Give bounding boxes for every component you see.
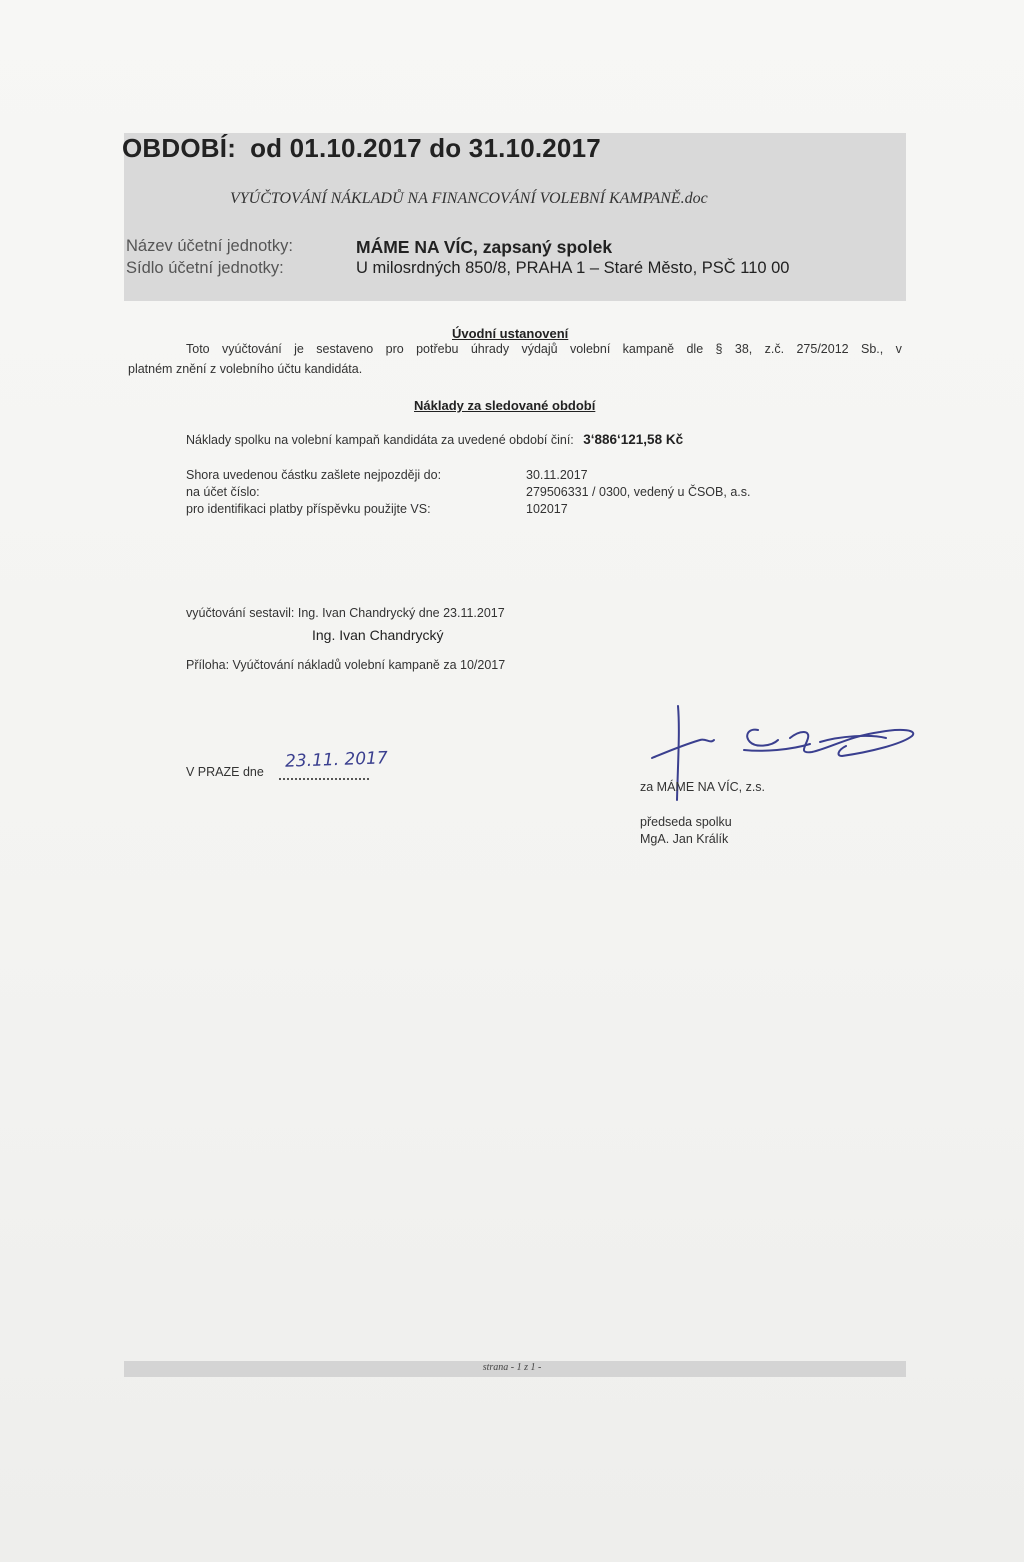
- costs-statement: [186, 432, 683, 447]
- signatory-name: MgA. Jan Králík: [640, 832, 729, 846]
- prepared-by-line: vyúčtování sestavil: Ing. Ivan Chandrycký dne 23.11.2017: [186, 606, 505, 620]
- intro-word: sestaveno: [316, 342, 374, 356]
- intro-word: dle: [686, 342, 704, 356]
- document-title: VYÚČTOVÁNÍ NÁKLADŮ NA FINANCOVÁNÍ VOLEBNÍ KAMPANĚ.doc: [230, 190, 708, 207]
- vs-label: pro identifikaci platby příspěvku použijte VS:: [186, 502, 431, 516]
- entity-name-value: MÁME NA VÍC, zapsaný spolek: [356, 237, 613, 257]
- place-date-label: V PRAZE dne: [186, 765, 264, 779]
- intro-word: úhrady: [470, 342, 510, 356]
- intro-word: Sb.,: [860, 342, 884, 356]
- vs-value: 102017: [526, 502, 568, 516]
- period-dates: od 01.10.2017 do 31.10.2017: [250, 133, 601, 163]
- intro-word: §: [715, 342, 723, 356]
- costs-amount: 3‘886‘121,58 Kč: [583, 432, 684, 447]
- preparer-name: Ing. Ivan Chandrycký: [312, 627, 444, 643]
- costs-heading: Náklady za sledované období: [414, 398, 596, 413]
- intro-line-1: [186, 342, 902, 356]
- entity-seat-value: U milosrdných 850/8, PRAHA 1 – Staré Město, PSČ 110 00: [356, 259, 790, 277]
- intro-word: Toto: [186, 342, 210, 356]
- signing-organization: za MÁME NA VÍC, z.s.: [640, 780, 766, 794]
- date-dotted-line: [279, 778, 369, 780]
- intro-word: z.č.: [764, 342, 785, 356]
- account-label: na účet číslo:: [186, 485, 260, 499]
- page-number: strana - 1 z 1 -: [482, 1362, 542, 1373]
- deadline-label: Shora uvedenou částku zašlete nejpozději do:: [186, 468, 442, 482]
- intro-word: pro: [385, 342, 404, 356]
- intro-word: volební: [569, 342, 611, 356]
- period-label: OBDOBÍ:: [122, 133, 237, 163]
- intro-word: vyúčtování: [222, 342, 282, 356]
- entity-name-label: Název účetní jednotky:: [126, 237, 293, 255]
- intro-word: kampaně: [622, 342, 675, 356]
- account-value: 279506331 / 0300, vedený u ČSOB, a.s.: [526, 485, 751, 499]
- intro-word: potřebu: [416, 342, 459, 356]
- entity-seat-label: Sídlo účetní jednotky:: [126, 259, 284, 277]
- period-heading: [122, 133, 601, 164]
- intro-word: výdajů: [521, 342, 558, 356]
- signatory-role: předseda spolku: [640, 815, 732, 829]
- intro-line-2: platném znění z volebního účtu kandidáta.: [128, 362, 363, 376]
- intro-word: 38,: [734, 342, 753, 356]
- costs-statement-text: Náklady spolku na volební kampaň kandidáta za uvedené období činí:: [186, 433, 574, 447]
- attachment-line: Příloha: Vyúčtování nákladů volební kampaně za 10/2017: [186, 658, 506, 672]
- intro-word: v: [895, 342, 902, 356]
- handwritten-date: 23.11. 2017: [284, 748, 389, 772]
- deadline-value: 30.11.2017: [526, 468, 588, 482]
- intro-word: 275/2012: [796, 342, 849, 356]
- intro-word: je: [294, 342, 304, 356]
- intro-heading: Úvodní ustanovení: [452, 326, 569, 341]
